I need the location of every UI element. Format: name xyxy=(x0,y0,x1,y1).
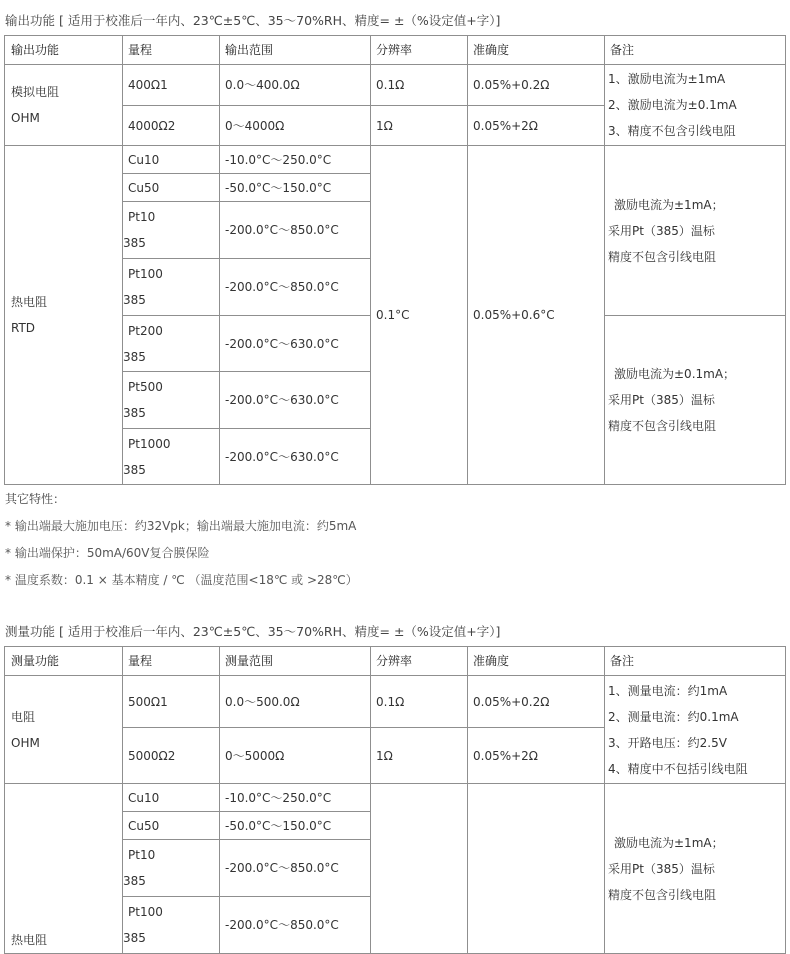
accuracy-cell xyxy=(468,784,605,954)
header-notes: 备注 xyxy=(605,647,786,676)
note-line: 激励电流为±1mA； xyxy=(614,835,724,850)
span-cell: -200.0°C～630.0°C xyxy=(220,316,371,372)
note-line: 精度不包含引线电阻 xyxy=(608,419,717,433)
table-row xyxy=(5,65,786,106)
resolution-cell: 0.1Ω xyxy=(371,676,468,728)
resolution-cell: 1Ω xyxy=(371,728,468,784)
note-line: 3、精度不包含引线电阻 xyxy=(608,124,736,138)
function-cell-ohm xyxy=(5,676,123,784)
function-code: OHM xyxy=(11,111,40,125)
accuracy-cell: 0.05%+2Ω xyxy=(468,106,605,146)
range-cell: Cu10 xyxy=(123,784,220,812)
span-cell: -50.0°C～150.0°C xyxy=(220,174,371,202)
range-name: Pt100 xyxy=(128,267,163,281)
note-line: 激励电流为±0.1mA； xyxy=(614,367,736,381)
note-line: 4、精度中不包括引线电阻 xyxy=(608,761,748,776)
resolution-cell: 0.1Ω xyxy=(371,65,468,106)
header-accuracy: 准确度 xyxy=(468,647,605,676)
range-standard: 385 xyxy=(123,406,146,420)
feature-item: * 输出端保护：50mA/60V复合膜保险 xyxy=(5,546,210,560)
header-function: 测量功能 xyxy=(5,647,123,676)
resolution-cell xyxy=(371,784,468,954)
accuracy-cell: 0.05%+0.2Ω xyxy=(468,676,605,728)
span-cell: 0.0～400.0Ω xyxy=(220,65,371,106)
note-line: 采用Pt（385）温标 xyxy=(608,393,715,407)
note-line: 采用Pt（385）温标 xyxy=(608,223,715,238)
range-standard: 385 xyxy=(123,931,146,945)
range-cell: 5000Ω2 xyxy=(123,728,220,784)
range-cell: Cu10 xyxy=(123,146,220,174)
range-standard: 385 xyxy=(123,462,146,477)
function-name: 热电阻 xyxy=(11,933,48,947)
note-line: 3、开路电压：约2.5V xyxy=(608,735,727,750)
range-cell: Cu50 xyxy=(123,812,220,840)
output-section-title: 输出功能 [ 适用于校准后一年内、23℃±5℃、35～70%RH、精度= ±（%设定值+字）] xyxy=(5,13,501,28)
notes-cell xyxy=(605,784,786,954)
accuracy-cell: 0.05%+0.6°C xyxy=(468,146,605,485)
accuracy-cell: 0.05%+2Ω xyxy=(468,728,605,784)
range-cell: 4000Ω2 xyxy=(123,106,220,146)
span-cell: -200.0°C～630.0°C xyxy=(220,429,371,485)
header-span: 测量范围 xyxy=(220,647,371,676)
header-resolution: 分辨率 xyxy=(371,647,468,676)
notes-cell xyxy=(605,676,786,784)
output-spec-table xyxy=(4,35,786,485)
range-cell: 500Ω1 xyxy=(123,676,220,728)
note-line: 激励电流为±1mA； xyxy=(614,197,724,212)
header-notes: 备注 xyxy=(605,36,786,65)
range-cell xyxy=(123,202,220,259)
header-span: 输出范围 xyxy=(220,36,371,65)
feature-item: * 输出端最大施加电压：约32Vpk；输出端最大施加电流：约5mA xyxy=(5,519,357,533)
span-cell: 0～5000Ω xyxy=(220,728,371,784)
span-cell: -200.0°C～850.0°C xyxy=(220,259,371,316)
function-cell-rtd xyxy=(5,146,123,485)
range-name: Pt10 xyxy=(128,848,156,862)
header-range: 量程 xyxy=(123,36,220,65)
function-cell-ohm xyxy=(5,65,123,146)
span-cell: -10.0°C～250.0°C xyxy=(220,784,371,812)
range-cell: 400Ω1 xyxy=(123,65,220,106)
notes-cell xyxy=(605,316,786,485)
resolution-cell: 1Ω xyxy=(371,106,468,146)
range-standard: 385 xyxy=(123,293,146,307)
range-cell xyxy=(123,316,220,372)
span-cell: 0～4000Ω xyxy=(220,106,371,146)
resolution-cell: 0.1°C xyxy=(371,146,468,485)
function-code: RTD xyxy=(11,321,36,335)
function-name: 模拟电阻 xyxy=(11,85,60,99)
range-cell xyxy=(123,897,220,954)
notes-cell xyxy=(605,65,786,146)
measure-spec-table xyxy=(4,646,786,954)
range-standard: 385 xyxy=(123,349,146,364)
range-cell xyxy=(123,429,220,485)
note-line: 2、测量电流：约0.1mA xyxy=(608,709,739,724)
note-line: 1、测量电流：约1mA xyxy=(608,683,728,698)
note-line: 精度不包含引线电阻 xyxy=(608,249,717,264)
range-cell xyxy=(123,840,220,897)
table-row xyxy=(5,146,786,174)
header-range: 量程 xyxy=(123,647,220,676)
note-line: 1、激励电流为±1mA xyxy=(608,72,726,86)
table-header-row xyxy=(5,36,786,65)
function-name: 电阻 xyxy=(11,709,36,724)
table-row xyxy=(5,676,786,728)
feature-item: * 温度系数：0.1 × 基本精度 / ℃ （温度范围<18℃ 或 >28℃） xyxy=(5,573,358,587)
range-standard: 385 xyxy=(123,236,146,250)
other-features-title: 其它特性： xyxy=(5,492,66,506)
span-cell: -200.0°C～630.0°C xyxy=(220,372,371,429)
note-line: 2、激励电流为±0.1mA xyxy=(608,98,737,112)
range-name: Pt500 xyxy=(128,380,163,394)
other-features xyxy=(5,489,358,597)
note-line: 精度不包含引线电阻 xyxy=(608,887,717,902)
range-name: Pt10 xyxy=(128,210,156,224)
notes-cell xyxy=(605,146,786,316)
range-cell xyxy=(123,259,220,316)
function-cell-rtd xyxy=(5,784,123,954)
header-accuracy: 准确度 xyxy=(468,36,605,65)
function-name: 热电阻 xyxy=(11,295,48,309)
span-cell: -200.0°C～850.0°C xyxy=(220,840,371,897)
range-name: Pt1000 xyxy=(128,436,171,451)
table-header-row xyxy=(5,647,786,676)
note-line: 采用Pt（385）温标 xyxy=(608,861,715,876)
function-code: OHM xyxy=(11,735,40,750)
range-name: Pt100 xyxy=(128,905,163,919)
range-cell: Cu50 xyxy=(123,174,220,202)
measure-section-title: 测量功能 [ 适用于校准后一年内、23℃±5℃、35～70%RH、精度= ±（%设定值+字）] xyxy=(5,624,501,639)
header-resolution: 分辨率 xyxy=(371,36,468,65)
span-cell: -200.0°C～850.0°C xyxy=(220,897,371,954)
accuracy-cell: 0.05%+0.2Ω xyxy=(468,65,605,106)
range-name: Pt200 xyxy=(128,323,163,338)
table-row xyxy=(5,784,786,812)
header-function: 输出功能 xyxy=(5,36,123,65)
span-cell: -200.0°C～850.0°C xyxy=(220,202,371,259)
range-cell xyxy=(123,372,220,429)
span-cell: 0.0～500.0Ω xyxy=(220,676,371,728)
span-cell: -50.0°C～150.0°C xyxy=(220,812,371,840)
span-cell: -10.0°C～250.0°C xyxy=(220,146,371,174)
range-standard: 385 xyxy=(123,874,146,888)
